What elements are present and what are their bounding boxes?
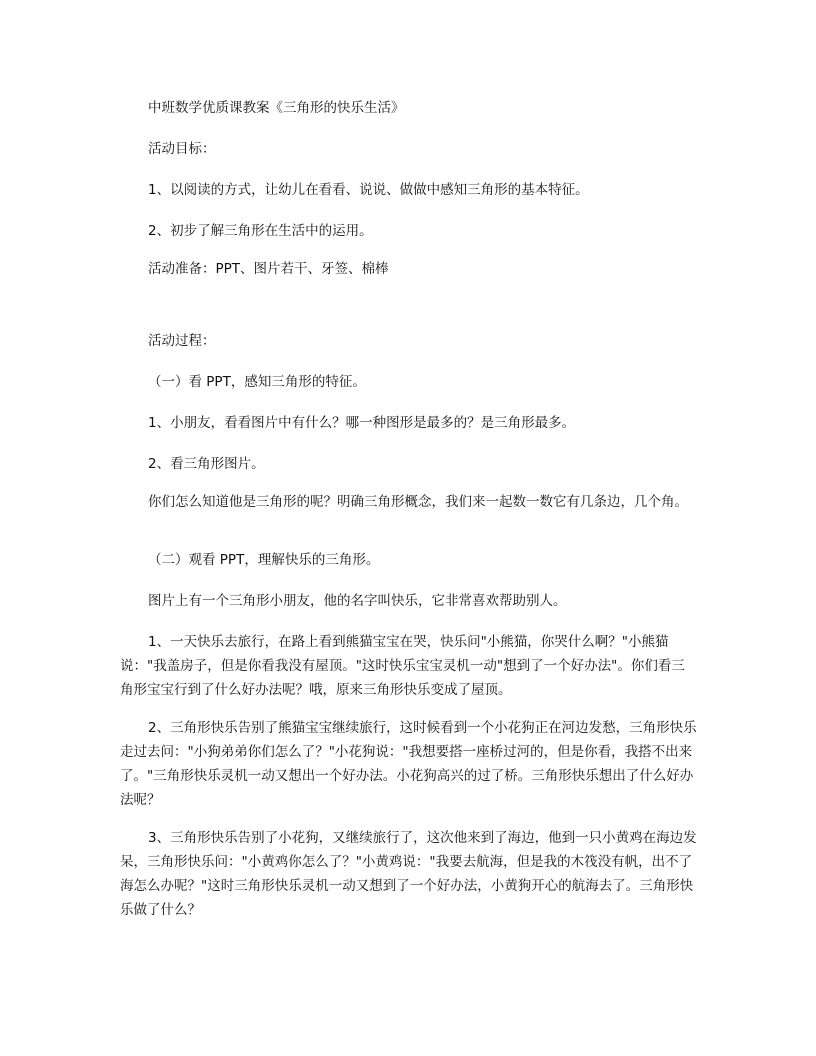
goal-item-2: 2、初步了解三角形在生活中的运用。: [148, 223, 373, 239]
story-paragraph-2: 2、三角形快乐告别了熊猫宝宝继续旅行，这时候看到一个小花狗正在河边发愁，三角形快乐走过去问："小狗弟弟你们怎么了？"小花狗说："我想要搭一座桥过河的，但是你看，我搭不出来了。"三角形快乐灵机一动又想出一个好办法。小花狗高兴的过了桥。三角形快乐想出了什么好办法呢？: [120, 720, 697, 808]
process-heading: 活动过程：: [148, 333, 216, 349]
section-2-intro: 图片上有一个三角形小朋友，他的名字叫快乐，它非常喜欢帮助别人。: [148, 593, 567, 609]
goal-heading: 活动目标：: [148, 141, 216, 157]
section-1-item-2: 2、看三角形图片。: [148, 456, 265, 472]
section-1-paragraph: 你们怎么知道他是三角形的呢？明确三角形概念，我们来一起数一数它有几条边，几个角。: [148, 494, 688, 510]
story-paragraph-1: 1、一天快乐去旅行，在路上看到熊猫宝宝在哭，快乐问"小熊猫，你哭什么啊？"小熊猫说："我盖房子，但是你看我没有屋顶。"这时快乐宝宝灵机一动"想到了一个好办法"。你们看三角形宝宝行到了什么好办法呢？哦，原来三角形快乐变成了屋顶。: [120, 634, 685, 698]
story-paragraph-3: 3、三角形快乐告别了小花狗，又继续旅行了，这次他来到了海边，他到一只小黄鸡在海边发呆，三角形快乐问："小黄鸡你怎么了？"小黄鸡说："我要去航海，但是我的木筏没有帆，出不了海怎么办呢？"这时三角形快乐灵机一动又想到了一个好办法，小黄狗开心的航海去了。三角形快乐做了什么？: [120, 830, 697, 918]
preparation: 活动准备：PPT、图片若干、牙签、棉棒: [148, 261, 389, 277]
goal-item-1: 1、以阅读的方式，让幼儿在看看、说说、做做中感知三角形的基本特征。: [148, 182, 589, 198]
section-2-heading: （二）观看 PPT，理解快乐的三角形。: [148, 552, 380, 568]
document-title: 中班数学优质课教案《三角形的快乐生活》: [148, 100, 405, 116]
section-1-item-1: 1、小朋友，看看图片中有什么？哪一种图形是最多的？是三角形最多。: [148, 415, 576, 431]
section-1-heading: （一）看 PPT，感知三角形的特征。: [148, 374, 366, 390]
